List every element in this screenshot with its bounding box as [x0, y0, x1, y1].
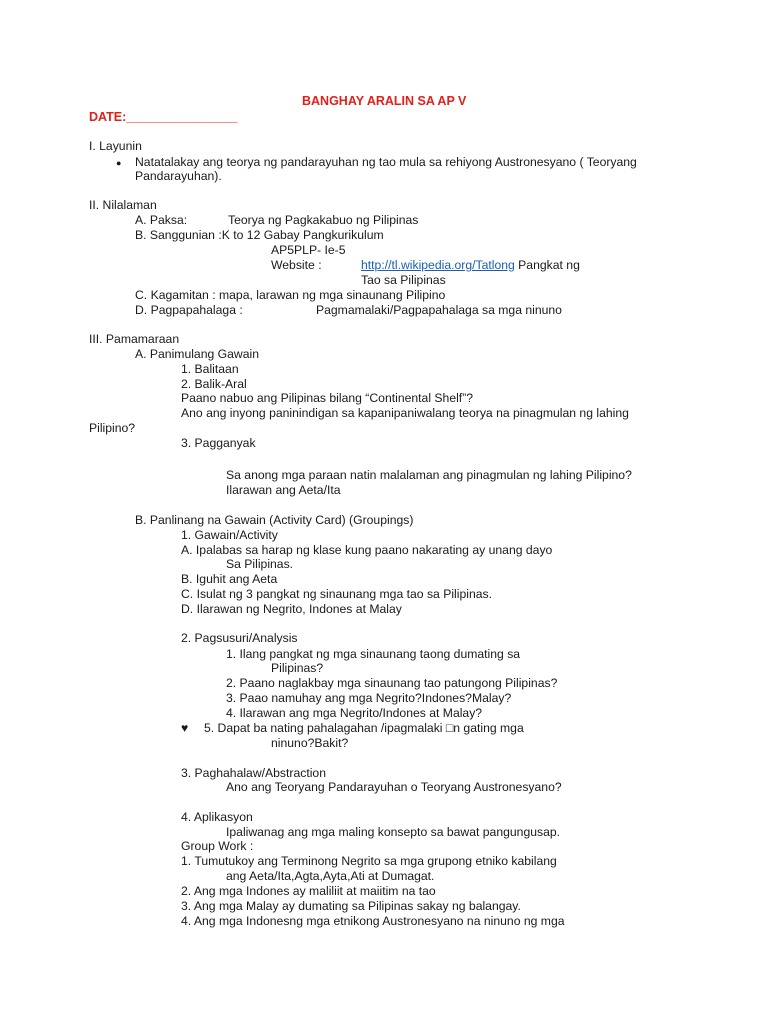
- layunin-text-line1: Natatalakay ang teorya ng pandarayuhan ng tao mula sa rehiyong Austronesyano ( Teoryang: [135, 155, 637, 169]
- pagsusuri-q3: 3. Paao namuhay ang mga Negrito?Indones?Malay?: [226, 691, 512, 705]
- bullet-icon: ●: [116, 158, 122, 168]
- pagganyak-question1: Sa anong mga paraan natin malalaman ang pinagmulan ng lahing Pilipino?: [226, 468, 632, 482]
- balik-aral-question2-line1: Ano ang inyong paninindigan sa kapanipaniwalang teorya na pinagmulan ng lahing: [181, 406, 629, 420]
- website-link[interactable]: http://tl.wikipedia.org/Tatlong: [361, 258, 515, 272]
- aplikasyon-instruction: Ipaliwanag ang mga maling konsepto sa bawat pangungusap.: [226, 825, 561, 839]
- section-pamamaraan-heading: III. Pamamaraan: [89, 332, 180, 346]
- pagsusuri-q2: 2. Paano naglakbay mga sinaunang tao patungong Pilipinas?: [226, 676, 558, 690]
- paghahalaw-question: Ano ang Teoryang Pandarayuhan o Teoryang Austronesyano?: [226, 780, 562, 794]
- website-label: Website :: [271, 258, 322, 272]
- panlinang-gawain-heading: B. Panlinang na Gawain (Activity Card) (Groupings): [135, 513, 414, 527]
- pagsusuri-item: 2. Pagsusuri/Analysis: [181, 631, 298, 645]
- gawain-d: D. Ilarawan ng Negrito, Indones at Malay: [181, 602, 402, 616]
- pagsusuri-q5-line1: 5. Dapat ba nating pahalagahan /ipagmalaki □n gating mga: [204, 721, 524, 735]
- gawain-a-line2: Sa Pilipinas.: [226, 557, 294, 571]
- group-work-label: Group Work :: [181, 839, 254, 853]
- website-line: [361, 258, 580, 273]
- group-work-4: 4. Ang mga Indonesng mga etnikong Austronesyano na ninuno ng mga: [181, 914, 565, 928]
- layunin-text-line2: Pandarayuhan).: [135, 169, 222, 183]
- gawain-c: C. Isulat ng 3 pangkat ng sinaunang mga tao sa Pilipinas.: [181, 587, 492, 601]
- gawain-a-line1: A. Ipalabas sa harap ng klase kung paano nakarating ay unang dayo: [181, 543, 553, 557]
- pagganyak-question2: Ilarawan ang Aeta/Ita: [226, 483, 341, 497]
- group-work-2: 2. Ang mga Indones ay maliliit at maiitim na tao: [181, 884, 436, 898]
- pagsusuri-q1-line1: 1. Ilang pangkat ng mga sinaunang taong dumating sa: [226, 647, 521, 661]
- website-rest: Pangkat ng: [514, 258, 580, 272]
- gawain-b: B. Iguhit ang Aeta: [181, 572, 278, 586]
- aplikasyon-item: 4. Aplikasyon: [181, 810, 253, 824]
- kagamitan-line: C. Kagamitan : mapa, larawan ng mga sinaunang Pilipino: [135, 288, 446, 302]
- panimulang-gawain-heading: A. Panimulang Gawain: [135, 347, 259, 361]
- paksa-label: A. Paksa:: [135, 213, 188, 227]
- gawain-activity-item: 1. Gawain/Activity: [181, 528, 278, 542]
- pagsusuri-q1-line2: Pilipinas?: [271, 661, 324, 675]
- balik-aral-question1: Paano nabuo ang Pilipinas bilang “Continental Shelf”?: [181, 391, 474, 405]
- paghahalaw-item: 3. Paghahalaw/Abstraction: [181, 766, 326, 780]
- balik-aral-question2-line2: Pilipino?: [89, 421, 136, 435]
- balitaan-item: 1. Balitaan: [181, 362, 239, 376]
- heart-icon: ♥: [181, 721, 189, 735]
- group-work-1-line1: 1. Tumutukoy ang Terminong Negrito sa mga grupong etniko kabilang: [181, 854, 557, 868]
- balik-aral-item: 2. Balik-Aral: [181, 377, 247, 391]
- paksa-value: Teorya ng Pagkakabuo ng Pilipinas: [228, 213, 419, 227]
- document-title: BANGHAY ARALIN SA AP V: [302, 94, 467, 108]
- pagsusuri-q5-line2: ninuno?Bakit?: [271, 736, 349, 750]
- section-layunin-heading: I. Layunin: [89, 139, 142, 153]
- pagpapahalaga-value: Pagmamalaki/Pagpapahalaga sa mga ninuno: [316, 303, 562, 317]
- pagpapahalaga-label: D. Pagpapahalaga :: [135, 303, 243, 317]
- date-label: DATE:________________: [89, 110, 238, 124]
- group-work-3: 3. Ang mga Malay ay dumating sa Pilipinas sakay ng balangay.: [181, 899, 521, 913]
- website-cont: Tao sa Pilipinas: [361, 273, 446, 287]
- pagsusuri-q4: 4. Ilarawan ang mga Negrito/Indones at Malay?: [226, 706, 483, 720]
- sanggunian-line: B. Sanggunian :K to 12 Gabay Pangkurikulum: [135, 228, 384, 242]
- code-line: AP5PLP- Ie-5: [271, 243, 346, 257]
- group-work-1-line2: ang Aeta/Ita,Agta,Ayta,Ati at Dumagat.: [226, 869, 435, 883]
- pagganyak-item: 3. Pagganyak: [181, 436, 256, 450]
- section-nilalaman-heading: II. Nilalaman: [89, 198, 157, 212]
